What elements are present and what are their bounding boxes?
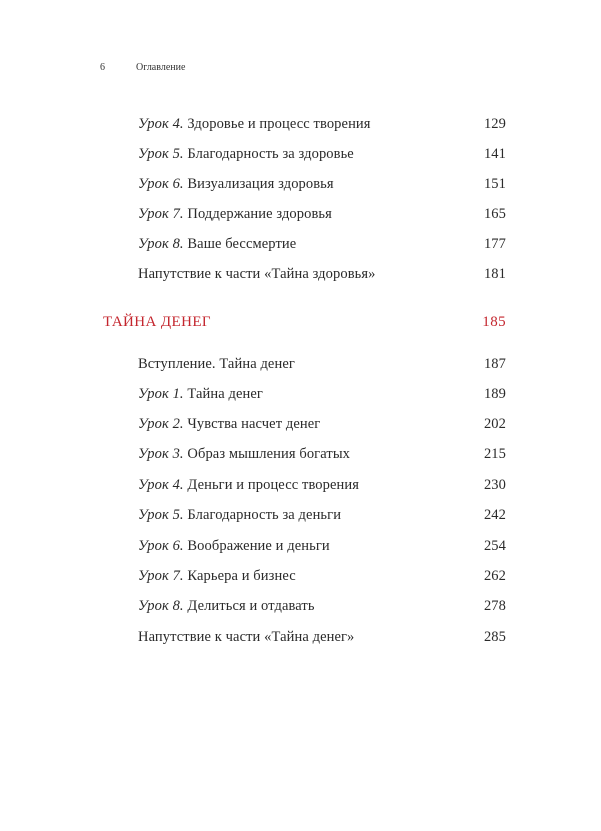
lesson-title: Тайна денег [183, 386, 263, 402]
toc-entry[interactable] [138, 598, 506, 618]
toc-entry-page: 242 [483, 507, 506, 523]
lesson-title: Напутствие к части «Тайна здоровья» [138, 266, 376, 282]
toc-entry-page: 285 [483, 629, 506, 645]
toc-entry-page: 189 [483, 386, 506, 402]
lesson-label: Урок 5. [138, 146, 184, 162]
toc-entry-page: 165 [483, 206, 506, 222]
toc-entry-page: 141 [483, 146, 506, 162]
toc-section-heading[interactable] [103, 314, 506, 331]
toc-entry-page: 215 [483, 446, 506, 462]
toc-entry-title [138, 416, 320, 433]
toc-entry-title [138, 538, 330, 555]
toc-entry-title [138, 236, 296, 253]
lesson-label: Урок 8. [138, 236, 184, 252]
section-page: 185 [482, 314, 506, 330]
toc-entry-title [138, 507, 341, 524]
lesson-title: Поддержание здоровья [183, 206, 332, 222]
lesson-title: Делиться и отдавать [183, 598, 315, 614]
lesson-title: Воображение и деньги [183, 538, 330, 554]
lesson-title: Образ мышления богатых [183, 446, 351, 462]
toc-entry-page: 129 [483, 116, 506, 132]
lesson-label: Урок 1. [138, 386, 184, 402]
lesson-title: Деньги и процесс творения [183, 477, 360, 493]
toc-entry[interactable] [138, 416, 506, 436]
lesson-label: Урок 3. [138, 446, 184, 462]
toc-entry-title [138, 446, 350, 463]
toc-entry-page: 278 [483, 598, 506, 614]
toc-entry[interactable] [138, 568, 506, 588]
toc-entry[interactable] [138, 236, 506, 256]
toc-entry[interactable] [138, 146, 506, 166]
toc-entry-page: 181 [483, 266, 506, 282]
lesson-label: Урок 2. [138, 416, 184, 432]
lesson-title: Благодарность за здоровье [183, 146, 354, 162]
running-title: Оглавление [136, 62, 186, 73]
lesson-title: Благодарность за деньги [183, 507, 342, 523]
toc-entry-title [138, 568, 296, 585]
toc-entry-title [138, 116, 371, 133]
lesson-label: Урок 6. [138, 538, 184, 554]
toc-entry[interactable] [138, 116, 506, 136]
lesson-title: Чувства насчет денег [183, 416, 321, 432]
toc-entry[interactable] [138, 266, 506, 286]
lesson-label: Урок 8. [138, 598, 184, 614]
toc-entry[interactable] [138, 477, 506, 497]
section-title: ТАЙНА ДЕНЕГ [103, 314, 211, 330]
lesson-label: Урок 7. [138, 568, 184, 584]
lesson-label: Урок 6. [138, 176, 184, 192]
toc-entry-title [138, 266, 375, 283]
toc-entry[interactable] [138, 386, 506, 406]
lesson-title: Визуализация здоровья [183, 176, 334, 192]
lesson-title: Ваше бессмертие [183, 236, 297, 252]
toc-entry-title [138, 206, 332, 223]
lesson-label: Урок 7. [138, 206, 184, 222]
toc-entry-title [138, 356, 295, 373]
toc-entry-page: 187 [483, 356, 506, 372]
page-number: 6 [100, 62, 105, 73]
lesson-title: Напутствие к части «Тайна денег» [138, 629, 355, 645]
toc-entry-page: 230 [483, 477, 506, 493]
toc-entry[interactable] [138, 206, 506, 226]
lesson-label: Урок 4. [138, 116, 184, 132]
lesson-title: Здоровье и процесс творения [183, 116, 371, 132]
toc-entry[interactable] [138, 356, 506, 376]
toc-entry-title [138, 598, 315, 615]
toc-entry[interactable] [138, 446, 506, 466]
toc-entry-page: 177 [483, 236, 506, 252]
toc-entry-title [138, 477, 359, 494]
toc-entry-page: 254 [483, 538, 506, 554]
toc-entry-title [138, 629, 354, 646]
toc-entry[interactable] [138, 538, 506, 558]
toc-entry-title [138, 176, 334, 193]
toc-entry-page: 262 [483, 568, 506, 584]
running-header [100, 62, 185, 73]
toc-entry[interactable] [138, 507, 506, 527]
toc-entry-page: 151 [483, 176, 506, 192]
toc-entry[interactable] [138, 176, 506, 196]
toc-entry-page: 202 [483, 416, 506, 432]
lesson-title: Вступление. Тайна денег [138, 356, 295, 372]
toc-entry[interactable] [138, 629, 506, 649]
toc-entry-title [138, 146, 354, 163]
lesson-label: Урок 4. [138, 477, 184, 493]
lesson-label: Урок 5. [138, 507, 184, 523]
lesson-title: Карьера и бизнес [183, 568, 296, 584]
toc-entry-title [138, 386, 263, 403]
